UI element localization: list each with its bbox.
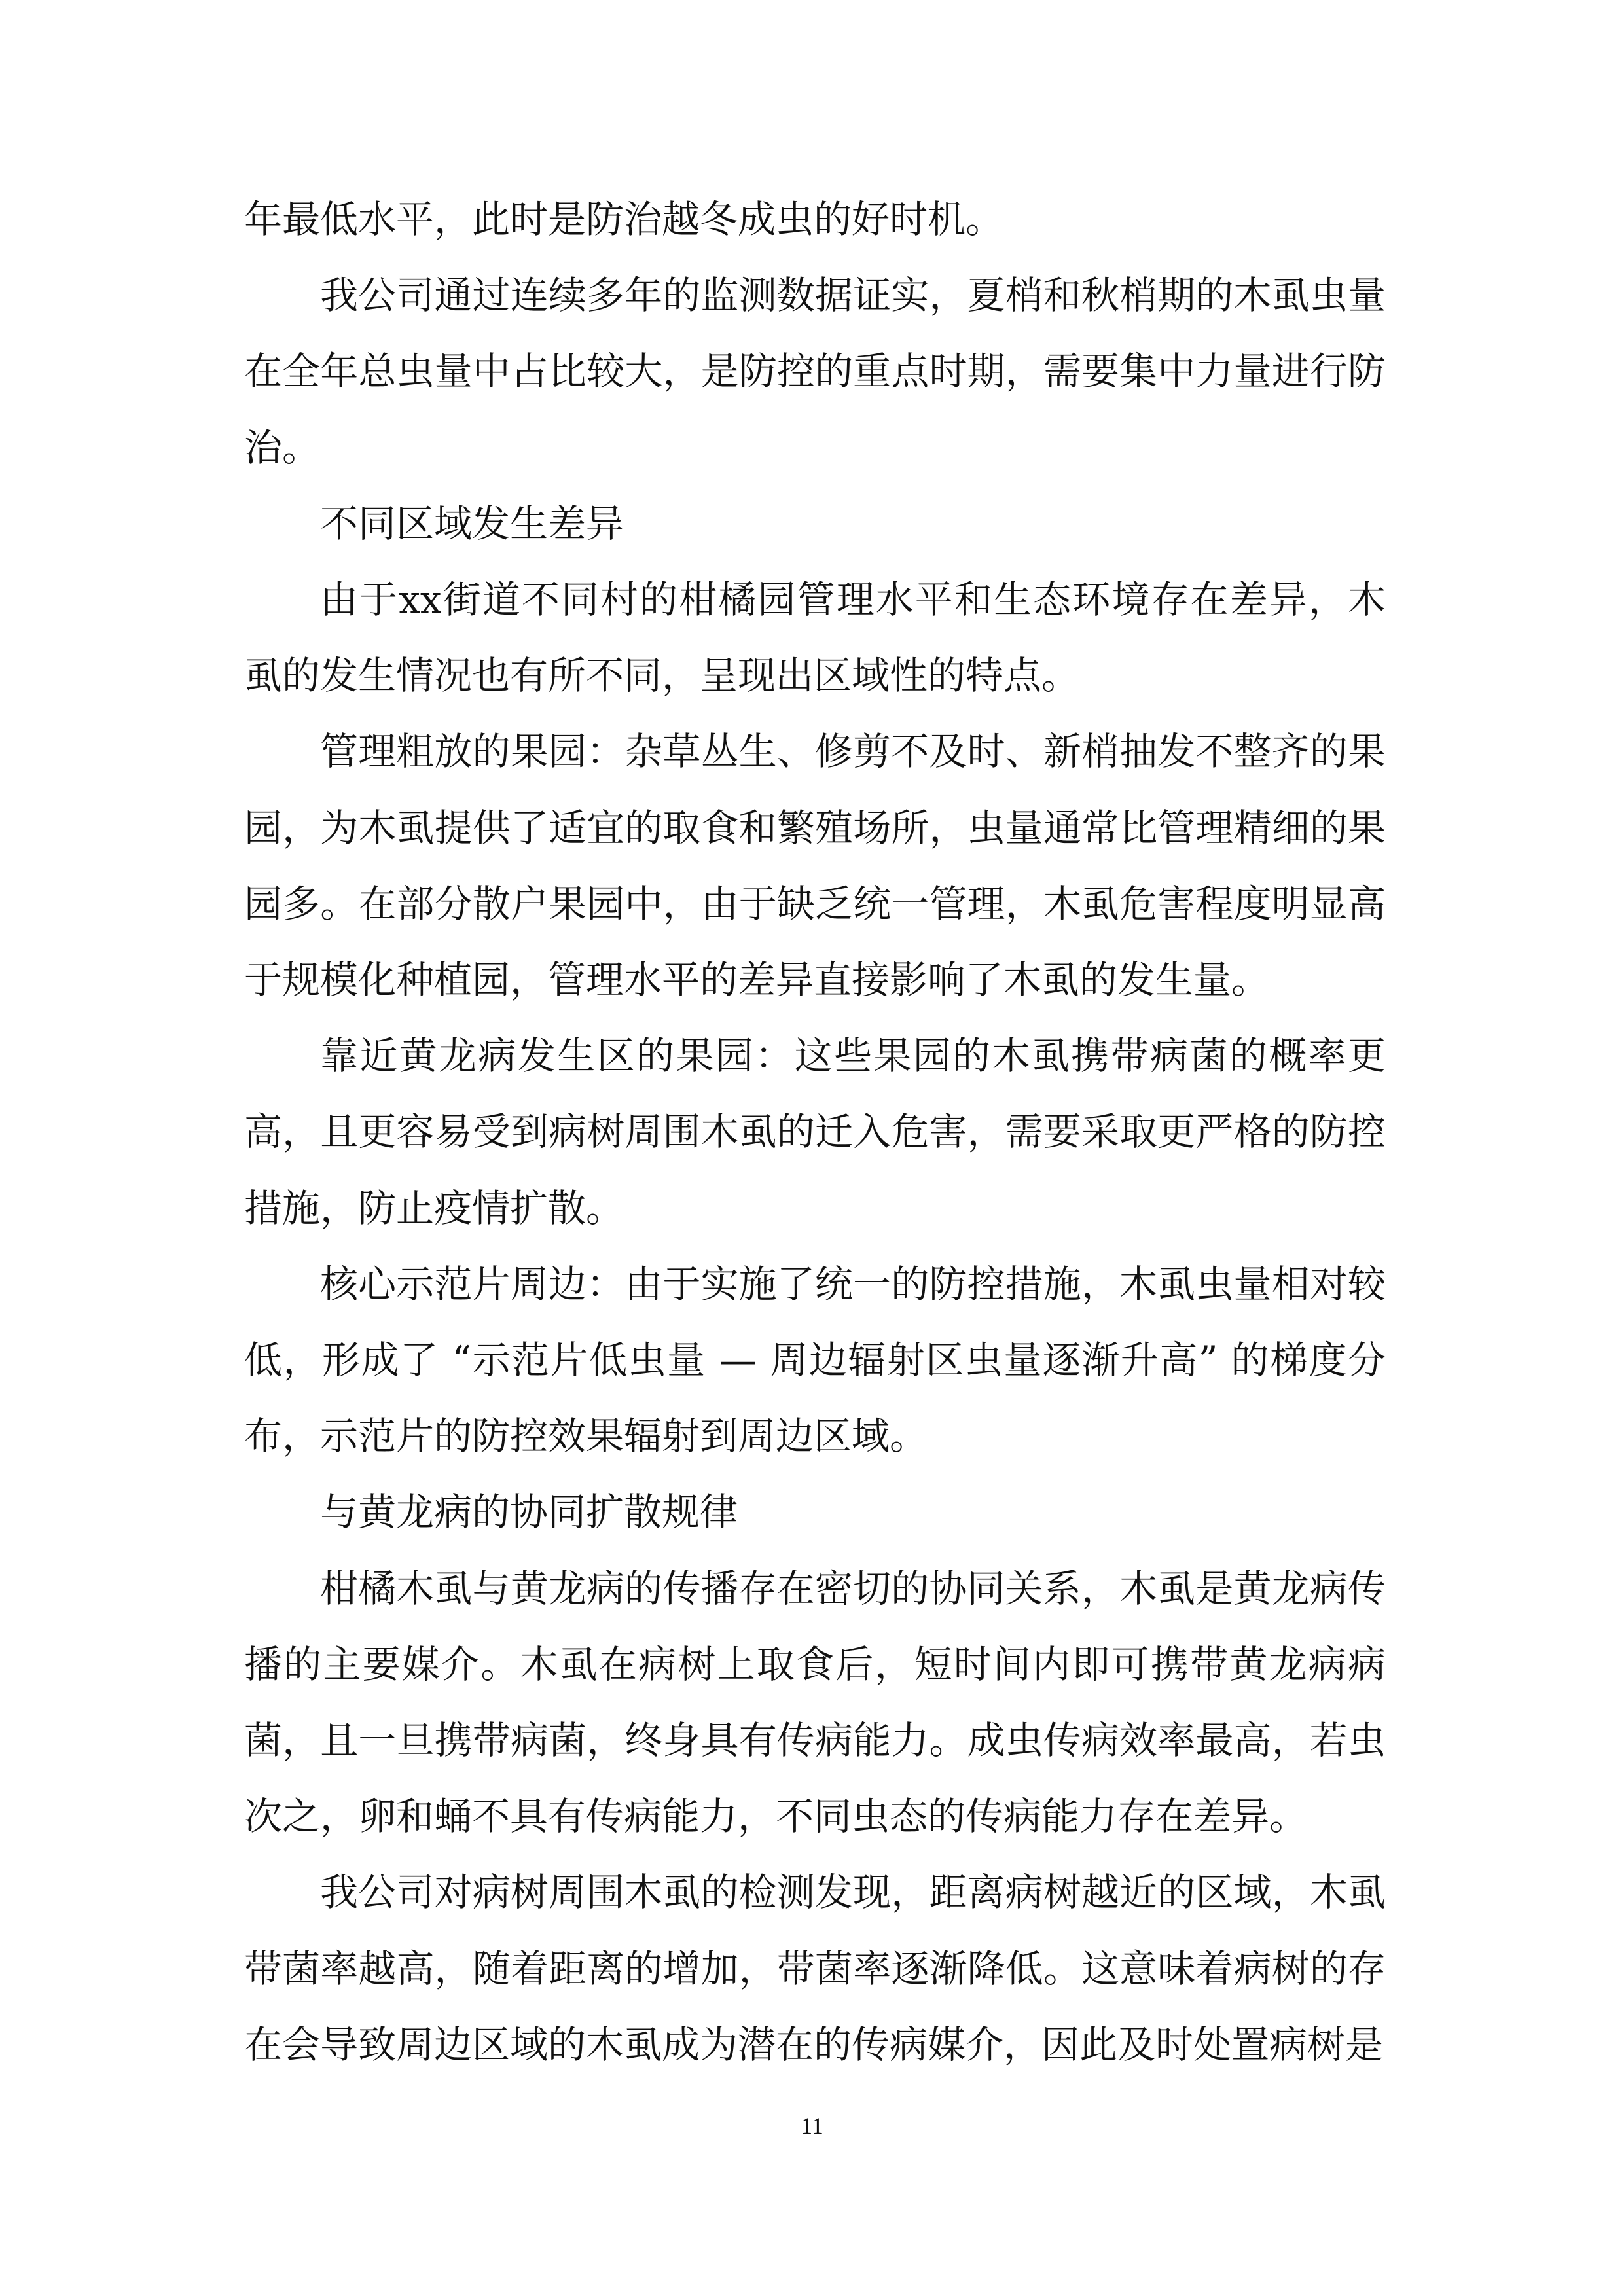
body-text — [244, 181, 1386, 2083]
paragraph-psyllid-hlb-relationship: 柑橘木虱与黄龙病的传播存在密切的协同关系，木虱是黄龙病传播的主要媒介。木虱在病树上取食后，短时间内即可携带黄龙病病菌，且一旦携带病菌，终身具有传病能力。成虫传病效率最高，若虫次之，卵和蛹不具有传病能力，不同虫态的传病能力存在差异。 — [244, 1566, 1386, 1839]
paragraph-continuation: 年最低水平，此时是防治越冬成虫的好时机。 — [244, 197, 1004, 242]
section-heading-regional-differences: 不同区域发生差异 — [320, 501, 624, 546]
page-number: 11 — [801, 2113, 823, 2139]
paragraph-infection-rate-detection: 我公司对病树周围木虱的检测发现，距离病树越近的区域，木虱带菌率越高，随着距离的增加，带菌率逐渐降低。这意味着病树的存在会导致周边区域的木虱成为潜在的传病媒介，因此及时处置病树是 — [244, 1870, 1386, 2067]
section-heading-hlb-coordinated-spread: 与黄龙病的协同扩散规律 — [320, 1490, 738, 1535]
paragraph-monitoring-data: 我公司通过连续多年的监测数据证实，夏梢和秋梢期的木虱虫量在全年总虫量中占比较大，是防控的重点时期，需要集中力量进行防治。 — [244, 273, 1386, 470]
paragraph-regional-intro: 由于xx街道不同村的柑橘园管理水平和生态环境存在差异，木虱的发生情况也有所不同，呈现出区域性的特点。 — [244, 577, 1386, 698]
paragraph-near-hlb-areas: 靠近黄龙病发生区的果园：这些果园的木虱携带病菌的概率更高，且更容易受到病树周围木虱的迁入危害，需要采取更严格的防控措施，防止疫情扩散。 — [244, 1033, 1386, 1230]
paragraph-extensive-orchards: 管理粗放的果园：杂草丛生、修剪不及时、新梢抽发不整齐的果园，为木虱提供了适宜的取食和繁殖场所，虫量通常比管理精细的果园多。在部分散户果园中，由于缺乏统一管理，木虱危害程度明显高于规模化种植园，管理水平的差异直接影响了木虱的发生量。 — [244, 729, 1386, 1003]
paragraph-demo-zone-surroundings: 核心示范片周边：由于实施了统一的防控措施，木虱虫量相对较低，形成了 “示范片低虫量 — 周边辐射区虫量逐渐升高” 的梯度分布，示范片的防控效果辐射到周边区域。 — [244, 1261, 1386, 1459]
